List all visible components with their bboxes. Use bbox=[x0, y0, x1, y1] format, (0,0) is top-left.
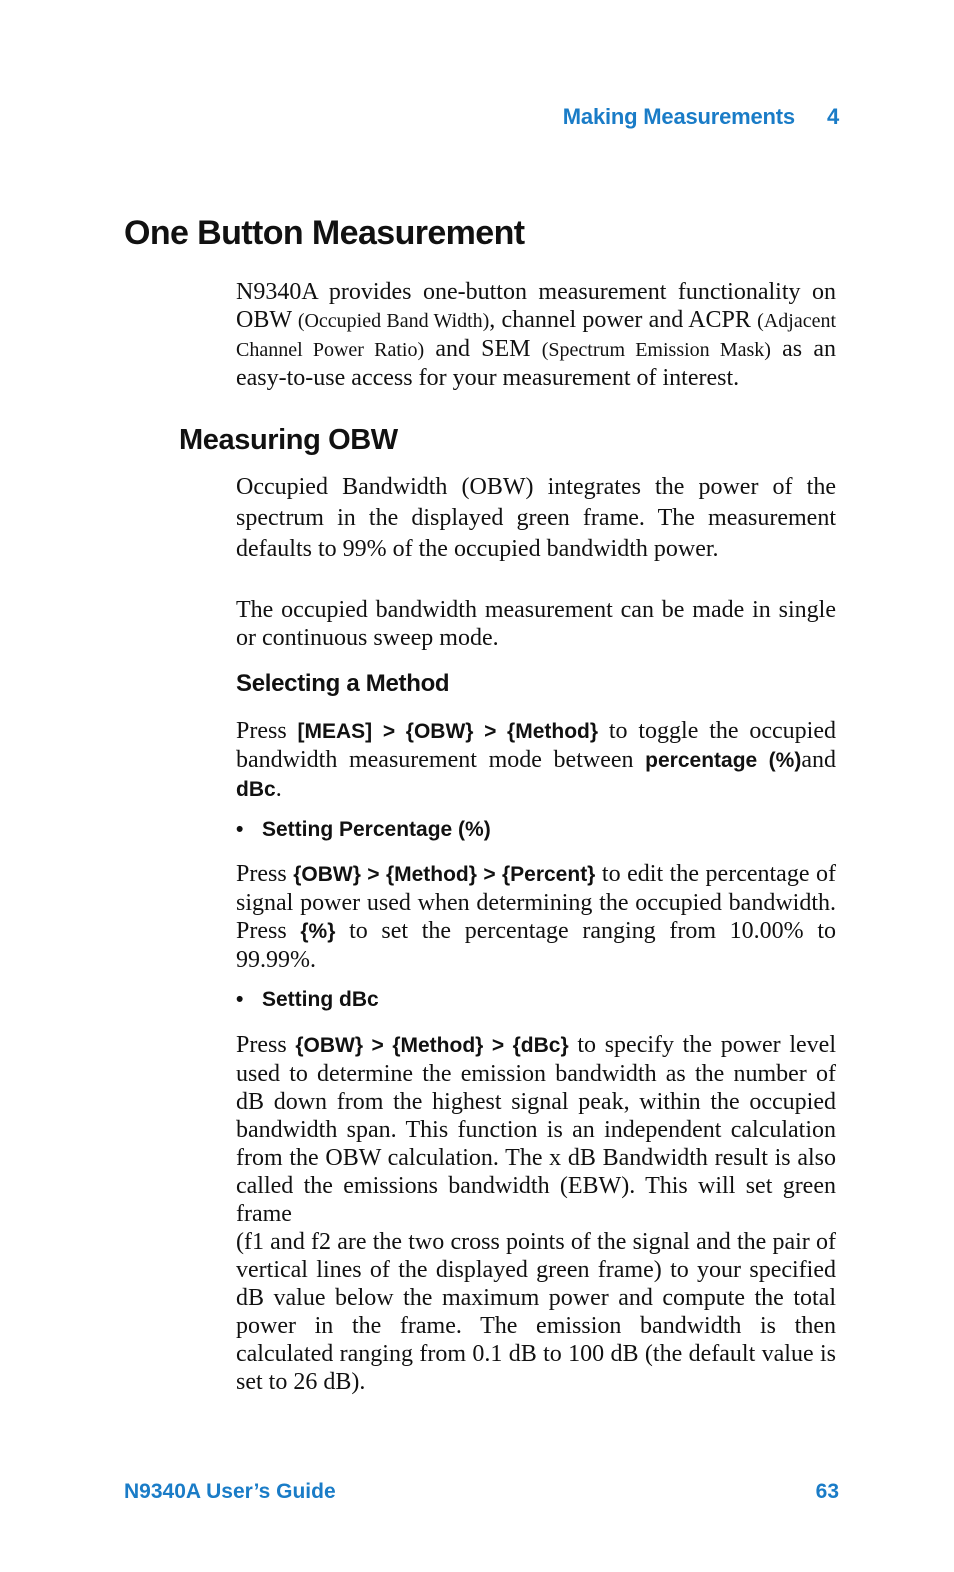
header-section-title: Making Measurements bbox=[562, 104, 795, 129]
method-text-1: Press bbox=[236, 718, 298, 744]
percent-text-1: Press bbox=[236, 861, 294, 887]
dbc-key-path: {OBW} > {Method} > {dBc} bbox=[295, 1034, 569, 1057]
percent-key: {%} bbox=[300, 920, 336, 943]
dbc-text-1: Press bbox=[236, 1032, 296, 1058]
bullet-label: Setting dBc bbox=[262, 988, 379, 1011]
dbc-paragraph bbox=[236, 1031, 836, 1396]
percent-paragraph bbox=[236, 860, 836, 974]
percent-text-2: to edit the percentage of signal power used when determining the occupied bandwidth. Press bbox=[236, 861, 837, 944]
footer-page-number: 63 bbox=[815, 1480, 839, 1503]
bullet-setting-percentage bbox=[236, 818, 491, 842]
obw-paragraph-1 bbox=[236, 472, 836, 565]
intro-text-1: N9340A provides one-button measurement functionality on OBW bbox=[236, 279, 836, 333]
method-text-2: to toggle the occupied bandwidth measurement mode between bbox=[236, 718, 836, 773]
percent-key-path: {OBW} > {Method} > {Percent} bbox=[293, 863, 596, 886]
bullet-label: Setting Percentage (%) bbox=[262, 818, 491, 841]
obw-paragraph-2 bbox=[236, 596, 836, 652]
bullet-dot: • bbox=[236, 988, 244, 1011]
percent-text-3: to set the percentage ranging from 10.00% to 99.99%. bbox=[236, 918, 837, 973]
method-text-3: and bbox=[801, 747, 837, 773]
footer-guide-title: N9340A User’s Guide bbox=[124, 1480, 336, 1503]
bullet-setting-dbc bbox=[236, 988, 379, 1012]
dbc-text-2: to specify the power level used to determine the emission bandwidth as the number of dB down from the highest signal peak, within the occupied bandwidth span. This function is an independent calculation from the OBW calculation. The x dB Bandwidth result is also called the emissions bandwidth (EBW). This will set green frame bbox=[236, 1032, 836, 1227]
dbc-text-3: (f1 and f2 are the two cross points of the signal and the pair of vertical lines of the displayed green frame) to your specified dB value below the maximum power and compute the total power in the frame. The emission bandwidth is then calculated ranging from 0.1 dB to 100 dB (the default value is set to 26 dB). bbox=[236, 1229, 836, 1395]
intro-acpr-expansion: (Adjacent Channel Power Ratio) bbox=[236, 310, 837, 361]
obw-sweep-mode: The occupied bandwidth measurement can be made in single or continuous sweep mode. bbox=[236, 597, 836, 651]
bullet-dot: • bbox=[236, 818, 244, 841]
intro-obw-expansion: (Occupied Band Width) bbox=[297, 310, 490, 332]
intro-text-4: as an easy-to-use access for your measurement of interest. bbox=[236, 336, 836, 391]
obw-description: Occupied Bandwidth (OBW) integrates the power of the spectrum in the displayed green frame. The measurement defaults to 99% of the occupied bandwidth power. bbox=[236, 474, 836, 562]
heading-one-button-measurement: One Button Measurement bbox=[124, 214, 525, 252]
running-header bbox=[563, 104, 839, 130]
intro-text-2: , channel power and ACPR bbox=[489, 307, 758, 333]
intro-paragraph bbox=[236, 278, 836, 392]
method-paragraph bbox=[236, 717, 836, 804]
intro-sem-expansion: (Spectrum Emission Mask) bbox=[541, 339, 771, 361]
method-key-path: [MEAS] > {OBW} > {Method} bbox=[297, 720, 599, 743]
heading-measuring-obw: Measuring OBW bbox=[179, 424, 398, 456]
method-percentage-label: percentage (%) bbox=[645, 749, 802, 772]
method-dbc-label: dBc bbox=[236, 778, 276, 801]
method-text-4: . bbox=[275, 776, 282, 802]
intro-text-3: and SEM bbox=[424, 336, 542, 362]
header-chapter-number: 4 bbox=[826, 104, 839, 129]
heading-selecting-method: Selecting a Method bbox=[236, 670, 450, 697]
